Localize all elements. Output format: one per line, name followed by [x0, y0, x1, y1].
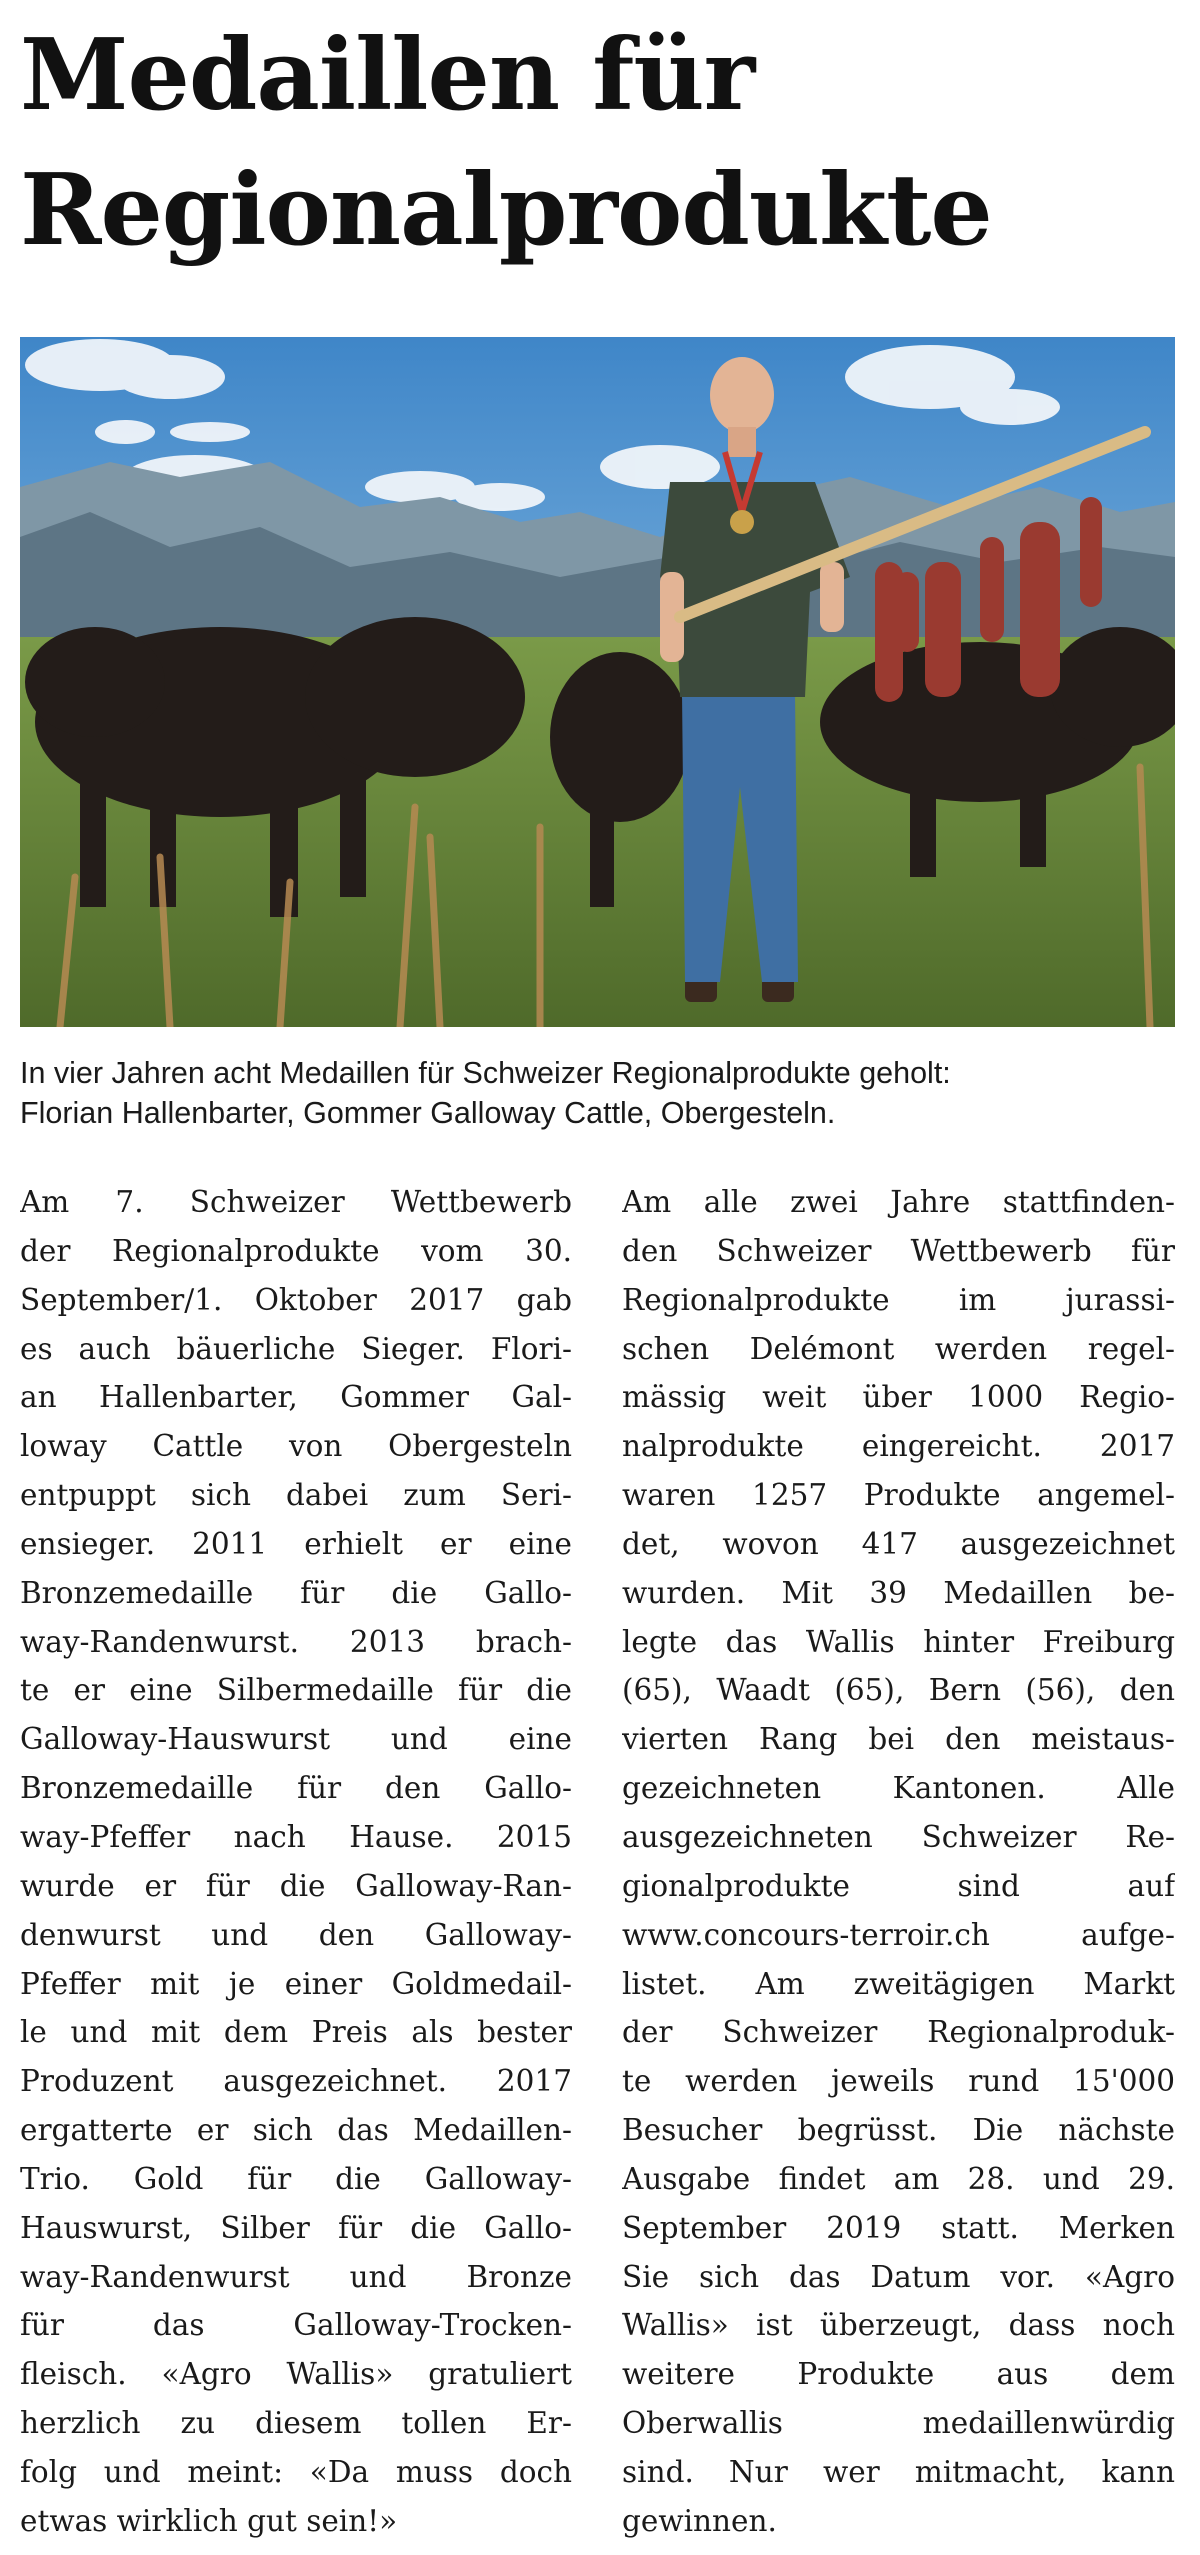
- text-line: Besucher begrüsst. Die nächste: [622, 2113, 1175, 2148]
- text-line: weitere Produkte aus dem: [622, 2357, 1175, 2392]
- text-line: Trio. Gold für die Galloway-: [20, 2161, 572, 2196]
- headline-line-1: Medaillen für: [20, 18, 755, 133]
- text-line: Am 7. Schweizer Wettbewerb: [20, 1185, 572, 1219]
- text-line: listet. Am zweitägigen Markt: [622, 1966, 1175, 2001]
- farmer-with-cattle-illustration: [20, 337, 1175, 1027]
- text-line: September 2019 statt. Merken: [622, 2210, 1175, 2245]
- text-line: gionalprodukte sind auf: [622, 1868, 1175, 1903]
- text-line: Sie sich das Datum vor. «Agro: [622, 2259, 1175, 2294]
- text-line: gezeichneten Kantonen. Alle: [622, 1771, 1175, 1806]
- text-line: folg und meint: «Da muss doch: [20, 2454, 572, 2489]
- text-line: der Regionalprodukte vom 30.: [20, 1233, 572, 1268]
- text-line: Bronzemedaille für die Gallo-: [20, 1575, 572, 1610]
- text-line: legte das Wallis hinter Freiburg: [622, 1624, 1175, 1659]
- text-line: Wallis» ist überzeugt, dass noch: [622, 2308, 1175, 2343]
- text-line: ergatterte er sich das Medaillen-: [20, 2113, 572, 2148]
- text-line: waren 1257 Produkte angemel-: [622, 1478, 1175, 1513]
- text-line: Pfeffer mit je einer Goldmedail-: [20, 1966, 572, 2001]
- text-line: vierten Rang bei den meistaus-: [622, 1722, 1175, 1757]
- text-line: wurden. Mit 39 Medaillen be-: [622, 1575, 1175, 1610]
- text-line: wurde er für die Galloway-Ran-: [20, 1868, 572, 1903]
- caption-line: Florian Hallenbarter, Gommer Galloway Cattle, Obergesteln.: [20, 1096, 836, 1130]
- text-line: gewinnen.: [622, 2503, 777, 2538]
- text-line: Oberwallis medaillenwürdig: [622, 2406, 1175, 2441]
- text-line: Bronzemedaille für den Gallo-: [20, 1771, 572, 1806]
- text-line: way-Randenwurst. 2013 brach-: [20, 1624, 572, 1659]
- text-line: es auch bäuerliche Sieger. Flori-: [20, 1331, 572, 1366]
- text-line: für das Galloway-Trocken-: [20, 2308, 572, 2343]
- text-line: Am alle zwei Jahre stattfinden-: [622, 1185, 1175, 1219]
- text-line: Ausgabe findet am 28. und 29.: [622, 2161, 1175, 2196]
- text-line: nalprodukte eingereicht. 2017: [622, 1429, 1175, 1464]
- caption-line: In vier Jahren acht Medaillen für Schweizer Regionalprodukte geholt:: [20, 1056, 951, 1090]
- text-line: loway Cattle von Obergesteln: [20, 1429, 572, 1464]
- text-line: way-Randenwurst und Bronze: [20, 2259, 572, 2294]
- text-line: Regionalprodukte im jurassi-: [622, 1282, 1175, 1317]
- text-line: denwurst und den Galloway-: [20, 1917, 572, 1952]
- text-line: der Schweizer Regionalproduk-: [622, 2015, 1175, 2050]
- text-line: etwas wirklich gut sein!»: [20, 2503, 398, 2538]
- text-line: Hauswurst, Silber für die Gallo-: [20, 2210, 572, 2245]
- body-column-right: [622, 1178, 1175, 2546]
- headline: [20, 8, 1180, 278]
- text-line: den Schweizer Wettbewerb für: [622, 1233, 1175, 1268]
- text-line: September/1. Oktober 2017 gab: [20, 1282, 572, 1317]
- headline-line-2: Regionalprodukte: [20, 153, 992, 268]
- text-line: le und mit dem Preis als bester: [20, 2015, 572, 2050]
- text-line: way-Pfeffer nach Hause. 2015: [20, 1819, 572, 1854]
- text-line: fleisch. «Agro Wallis» gratuliert: [20, 2357, 572, 2392]
- text-line: Galloway-Hauswurst und eine: [20, 1722, 572, 1757]
- photo-caption: [20, 1053, 1180, 1133]
- text-line: schen Delémont werden regel-: [622, 1331, 1175, 1366]
- text-line: entpuppt sich dabei zum Seri-: [20, 1478, 572, 1513]
- text-line: te er eine Silbermedaille für die: [20, 1673, 572, 1708]
- text-line: Produzent ausgezeichnet. 2017: [20, 2064, 572, 2099]
- text-line: mässig weit über 1000 Regio-: [622, 1380, 1175, 1415]
- body-column-left: [20, 1178, 572, 2546]
- text-line: an Hallenbarter, Gommer Gal-: [20, 1380, 572, 1415]
- text-line: sind. Nur wer mitmacht, kann: [622, 2454, 1175, 2489]
- article-photo: [20, 337, 1175, 1027]
- text-line: (65), Waadt (65), Bern (56), den: [622, 1673, 1175, 1708]
- text-line: det, wovon 417 ausgezeichnet: [622, 1526, 1175, 1561]
- text-line: herzlich zu diesem tollen Er-: [20, 2406, 572, 2441]
- text-line: www.concours-terroir.ch aufge-: [622, 1917, 1175, 1952]
- text-line: te werden jeweils rund 15'000: [622, 2064, 1175, 2099]
- text-line: ausgezeichneten Schweizer Re-: [622, 1819, 1175, 1854]
- text-line: ensieger. 2011 erhielt er eine: [20, 1526, 572, 1561]
